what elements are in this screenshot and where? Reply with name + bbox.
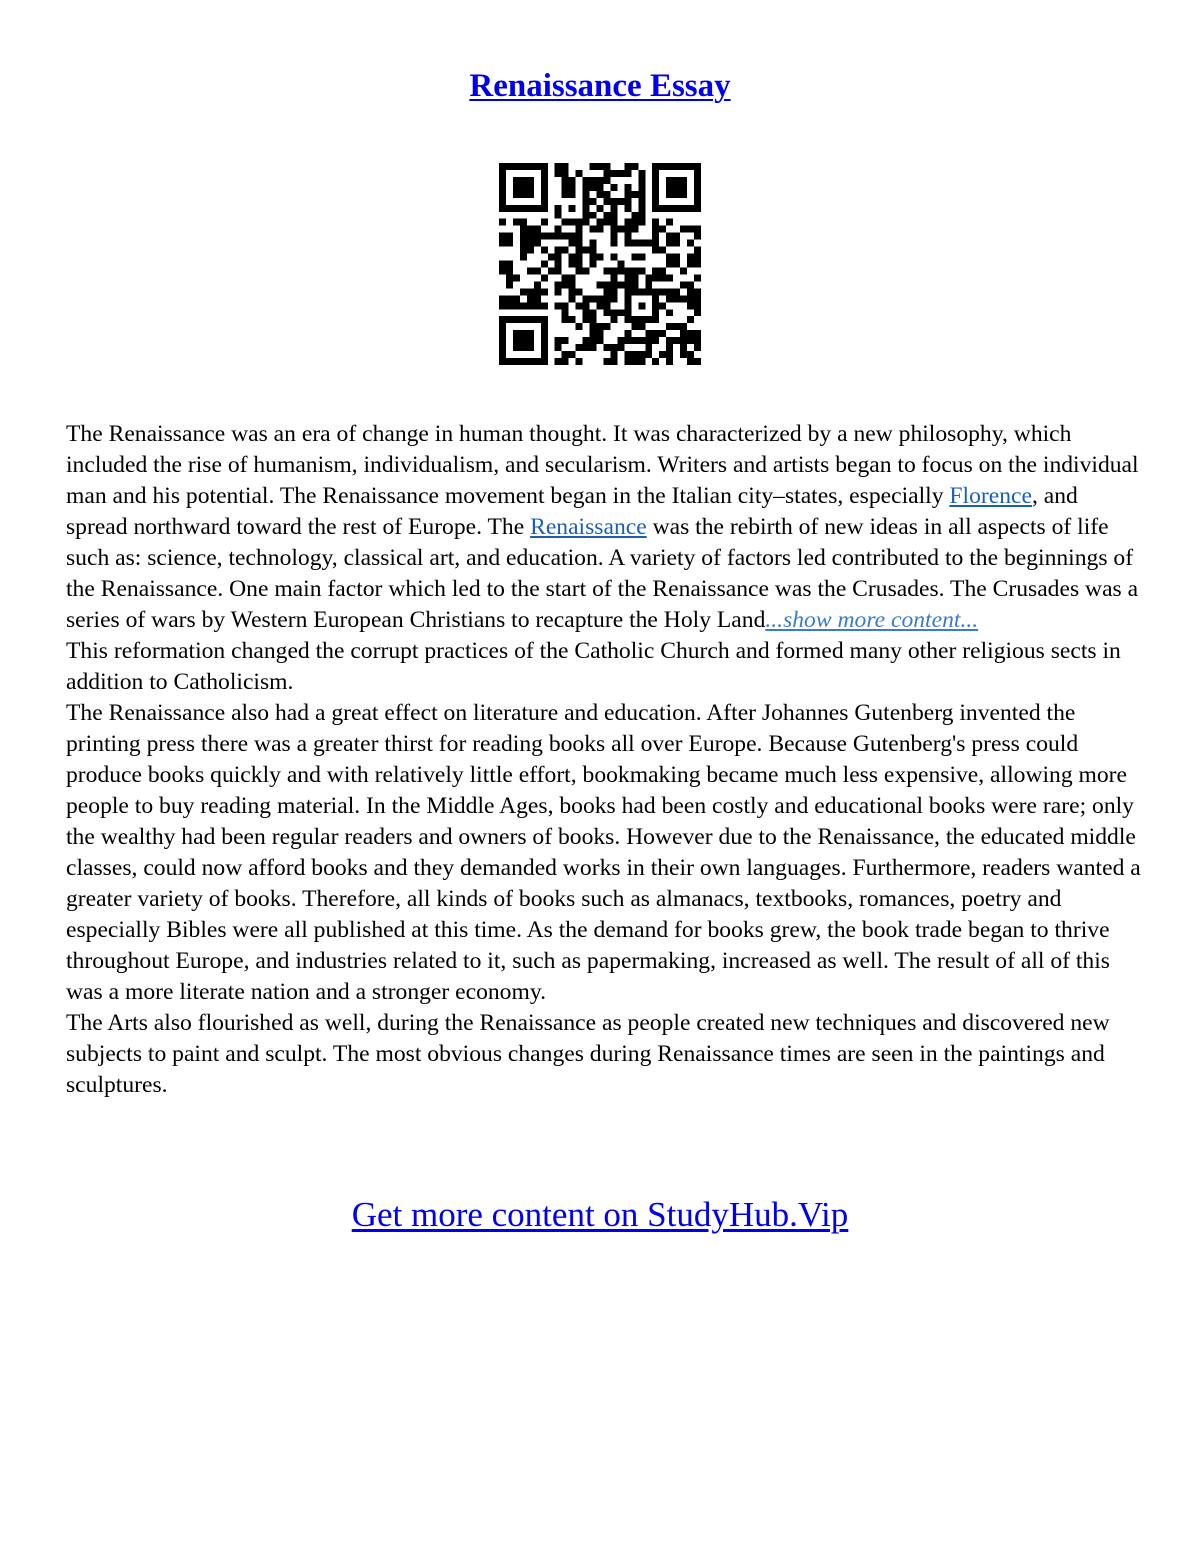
paragraph-intro [66, 419, 1141, 636]
intro-text-start: The Renaissance was an era of change in human thought. It was characterized by a new philosophy, which included the rise of humanism, individualism, and secularism. Writers and artists began to focus on the individual man and his potential. The Renaissance movement began in the Italian city–states, especially [66, 421, 1139, 509]
studyhub-link[interactable]: Get more content on StudyHub.Vip [351, 1195, 849, 1234]
paragraph-reformation: This reformation changed the corrupt practices of the Catholic Church and formed many other religious sects in addition to Catholicism. [66, 638, 1121, 695]
qr-code-icon [499, 163, 701, 365]
florence-link[interactable]: Florence [949, 483, 1032, 509]
renaissance-link[interactable]: Renaissance [530, 514, 647, 540]
show-more-link[interactable]: ...show more content... [765, 607, 979, 633]
page-title [0, 64, 1200, 108]
footer [0, 1193, 1200, 1237]
essay-body [66, 419, 1141, 1101]
paragraph-arts: The Arts also flourished as well, during the Renaissance as people created new techniques and discovered new subjects to paint and sculpt. The most obvious changes during Renaissance times are seen in the paintings and sculptures. [66, 1010, 1110, 1098]
intro-text-end: was the rebirth of new ideas in all aspects of life such as: science, technology, classical art, and education. A variety of factors led contributed to the beginnings of the Renaissance. One main factor which led to the start of the Renaissance was the Crusades. The Crusades was a series of wars by Western European Christians to recapture the Holy Land [66, 514, 1139, 633]
intro-text-middle: , and spread northward toward the rest of Europe. The [66, 483, 1078, 540]
paragraph-literature: The Renaissance also had a great effect on literature and education. After Johannes Gutenberg invented the printing press there was a greater thirst for reading books all over Europe. Because Gutenberg's press could produce books quickly and with relatively little effort, bookmaking became much less expensive, allowing more people to buy reading material. In the Middle Ages, books had been costly and educational books were rare; only the wealthy had been regular readers and owners of books. However due to the Renaissance, the educated middle classes, could now afford books and they demanded works in their own languages. Furthermore, readers wanted a greater variety of books. Therefore, all kinds of books such as almanacs, textbooks, romances, poetry and especially Bibles were all published at this time. As the demand for books grew, the book trade began to thrive throughout Europe, and industries related to it, such as papermaking, increased as well. The result of all of this was a more literate nation and a stronger economy. [66, 700, 1141, 1005]
title-link[interactable]: Renaissance Essay [469, 68, 731, 104]
